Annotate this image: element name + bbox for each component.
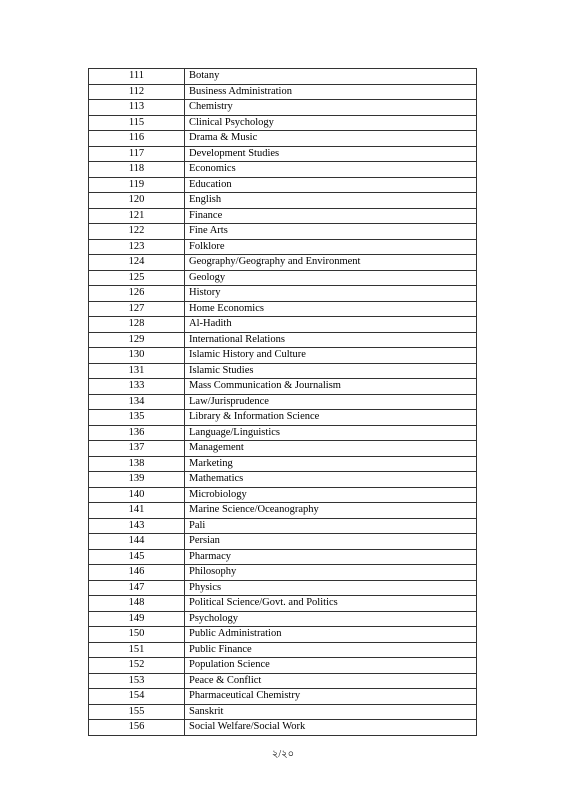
subject-code: 131 — [89, 363, 185, 379]
subject-code: 148 — [89, 596, 185, 612]
subject-code-table — [88, 68, 477, 736]
subject-name: Language/Linguistics — [185, 425, 477, 441]
table-row — [89, 673, 477, 689]
table-row — [89, 100, 477, 116]
subject-code: 119 — [89, 177, 185, 193]
table-row — [89, 146, 477, 162]
subject-name: Geography/Geography and Environment — [185, 255, 477, 271]
table-row — [89, 69, 477, 85]
subject-name: Law/Jurisprudence — [185, 394, 477, 410]
subject-name: Islamic History and Culture — [185, 348, 477, 364]
table-row — [89, 456, 477, 472]
subject-name: Sanskrit — [185, 704, 477, 720]
subject-code: 144 — [89, 534, 185, 550]
subject-code: 151 — [89, 642, 185, 658]
subject-code: 136 — [89, 425, 185, 441]
table-row — [89, 301, 477, 317]
subject-code: 140 — [89, 487, 185, 503]
subject-code: 138 — [89, 456, 185, 472]
subject-name: Clinical Psychology — [185, 115, 477, 131]
table-row — [89, 208, 477, 224]
subject-code: 150 — [89, 627, 185, 643]
subject-code: 127 — [89, 301, 185, 317]
subject-code: 124 — [89, 255, 185, 271]
subject-name: Mathematics — [185, 472, 477, 488]
subject-code: 118 — [89, 162, 185, 178]
table-row — [89, 704, 477, 720]
table-row — [89, 580, 477, 596]
subject-name: Microbiology — [185, 487, 477, 503]
subject-name: Marine Science/Oceanography — [185, 503, 477, 519]
table-row — [89, 425, 477, 441]
subject-code: 116 — [89, 131, 185, 147]
subject-name: Management — [185, 441, 477, 457]
subject-name: Geology — [185, 270, 477, 286]
table-row — [89, 627, 477, 643]
subject-code: 153 — [89, 673, 185, 689]
table-row — [89, 441, 477, 457]
table-row — [89, 379, 477, 395]
subject-code: 143 — [89, 518, 185, 534]
subject-name: Pali — [185, 518, 477, 534]
subject-name: Al-Hadith — [185, 317, 477, 333]
subject-name: Fine Arts — [185, 224, 477, 240]
subject-code: 152 — [89, 658, 185, 674]
table-row — [89, 286, 477, 302]
table-row — [89, 162, 477, 178]
subject-code: 111 — [89, 69, 185, 85]
subject-name: Home Economics — [185, 301, 477, 317]
table-row — [89, 518, 477, 534]
table-row — [89, 410, 477, 426]
subject-code: 112 — [89, 84, 185, 100]
subject-name: Folklore — [185, 239, 477, 255]
table-row — [89, 472, 477, 488]
subject-code: 135 — [89, 410, 185, 426]
subject-name: Mass Communication & Journalism — [185, 379, 477, 395]
table-row — [89, 348, 477, 364]
table-row — [89, 534, 477, 550]
subject-name: Marketing — [185, 456, 477, 472]
subject-code: 115 — [89, 115, 185, 131]
table-row — [89, 689, 477, 705]
table-row — [89, 255, 477, 271]
subject-name: Finance — [185, 208, 477, 224]
subject-name: Persian — [185, 534, 477, 550]
subject-code: 149 — [89, 611, 185, 627]
subject-code: 155 — [89, 704, 185, 720]
table-row — [89, 224, 477, 240]
subject-name: History — [185, 286, 477, 302]
subject-code: 133 — [89, 379, 185, 395]
subject-name: Business Administration — [185, 84, 477, 100]
subject-code: 123 — [89, 239, 185, 255]
subject-name: Education — [185, 177, 477, 193]
subject-code: 126 — [89, 286, 185, 302]
table-row — [89, 193, 477, 209]
subject-code: 130 — [89, 348, 185, 364]
subject-name: Peace & Conflict — [185, 673, 477, 689]
subject-code: 146 — [89, 565, 185, 581]
table-row — [89, 611, 477, 627]
subject-code: 145 — [89, 549, 185, 565]
subject-table-body — [89, 69, 477, 736]
table-row — [89, 317, 477, 333]
subject-name: Public Finance — [185, 642, 477, 658]
subject-name: Islamic Studies — [185, 363, 477, 379]
table-row — [89, 565, 477, 581]
subject-code: 147 — [89, 580, 185, 596]
table-row — [89, 487, 477, 503]
subject-name: Drama & Music — [185, 131, 477, 147]
subject-code: 117 — [89, 146, 185, 162]
table-row — [89, 239, 477, 255]
subject-code: 121 — [89, 208, 185, 224]
subject-name: Chemistry — [185, 100, 477, 116]
subject-name: Population Science — [185, 658, 477, 674]
subject-name: International Relations — [185, 332, 477, 348]
subject-code: 125 — [89, 270, 185, 286]
table-row — [89, 84, 477, 100]
subject-name: Philosophy — [185, 565, 477, 581]
subject-code: 141 — [89, 503, 185, 519]
subject-name: Library & Information Science — [185, 410, 477, 426]
table-row — [89, 177, 477, 193]
subject-name: Economics — [185, 162, 477, 178]
table-row — [89, 270, 477, 286]
subject-name: Physics — [185, 580, 477, 596]
subject-code: 129 — [89, 332, 185, 348]
subject-code: 122 — [89, 224, 185, 240]
subject-name: Political Science/Govt. and Politics — [185, 596, 477, 612]
table-row — [89, 720, 477, 736]
subject-name: English — [185, 193, 477, 209]
subject-code: 120 — [89, 193, 185, 209]
table-row — [89, 115, 477, 131]
subject-code: 134 — [89, 394, 185, 410]
subject-name: Social Welfare/Social Work — [185, 720, 477, 736]
subject-code: 154 — [89, 689, 185, 705]
subject-name: Psychology — [185, 611, 477, 627]
table-row — [89, 131, 477, 147]
table-row — [89, 658, 477, 674]
subject-name: Development Studies — [185, 146, 477, 162]
table-row — [89, 503, 477, 519]
table-row — [89, 642, 477, 658]
table-row — [89, 549, 477, 565]
subject-name: Pharmacy — [185, 549, 477, 565]
subject-code: 156 — [89, 720, 185, 736]
subject-code: 137 — [89, 441, 185, 457]
table-row — [89, 332, 477, 348]
table-row — [89, 596, 477, 612]
subject-code: 113 — [89, 100, 185, 116]
subject-name: Public Administration — [185, 627, 477, 643]
subject-code: 128 — [89, 317, 185, 333]
table-row — [89, 394, 477, 410]
subject-name: Botany — [185, 69, 477, 85]
subject-name: Pharmaceutical Chemistry — [185, 689, 477, 705]
subject-code: 139 — [89, 472, 185, 488]
table-row — [89, 363, 477, 379]
page-number: ২/২০ — [271, 749, 295, 760]
